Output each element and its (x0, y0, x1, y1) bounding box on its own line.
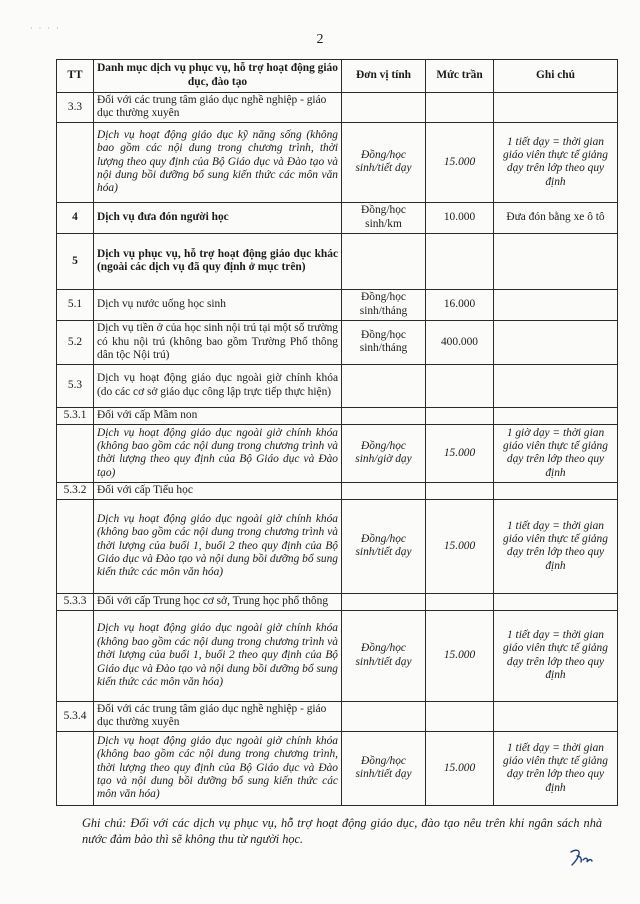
row-tt (57, 731, 94, 805)
header-cap: Mức trần (426, 60, 494, 93)
row-category: Dịch vụ hoạt động giáo dục kỹ năng sống (không bao gồm các nội dung trong chương trình, thời lượng theo quy định của Bộ Giáo dục và Đào tạo và nội dung bồi dưỡng bổ sung kiến thức các môn văn hóa) (94, 122, 342, 202)
row-cap: 15.000 (426, 731, 494, 805)
row-category: Dịch vụ đưa đón người học (94, 202, 342, 233)
row-tt: 3.3 (57, 93, 94, 123)
header-note: Ghi chú (494, 60, 618, 93)
row-note (494, 407, 618, 424)
row-note (494, 289, 618, 320)
table-row (57, 320, 618, 364)
row-unit (342, 593, 426, 610)
row-category: Dịch vụ hoạt động giáo dục ngoài giờ chính khóa (không bao gồm các nội dung trong chương trình và thời lượng theo quy định của Bộ Giáo dục và Đào tạo) (94, 424, 342, 482)
table-row (57, 499, 618, 593)
row-tt (57, 610, 94, 701)
row-cap (426, 482, 494, 499)
margin-mark: · · · · (30, 24, 61, 33)
row-tt (57, 499, 94, 593)
row-category: Dịch vụ nước uống học sinh (94, 289, 342, 320)
row-cap: 15.000 (426, 122, 494, 202)
row-note: 1 tiết dạy = thời gian giáo viên thực tế giảng dạy trên lớp theo quy định (494, 122, 618, 202)
row-unit (342, 407, 426, 424)
row-note (494, 482, 618, 499)
footnote: Ghi chú: Đối với các dịch vụ phục vụ, hỗ trợ hoạt động giáo dục, đào tạo nêu trên khi ngân sách nhà nước đảm bảo thì sẽ không thu từ người học. (82, 816, 602, 846)
table-row (57, 202, 618, 233)
row-cap (426, 701, 494, 731)
table-row (57, 424, 618, 482)
row-unit (342, 701, 426, 731)
row-category: Dịch vụ hoạt động giáo dục ngoài giờ chính khóa (không bao gồm các nội dung trong chương trình và thời lượng của buổi 1, buổi 2 theo quy định của Bộ Giáo dục và Đào tạo và nội dung bồi dưỡng bổ sung kiến thức các môn văn hóa) (94, 610, 342, 701)
row-unit (342, 364, 426, 407)
service-fee-table (56, 59, 618, 806)
table-row (57, 482, 618, 499)
row-tt: 5.3.2 (57, 482, 94, 499)
row-note: 1 giờ dạy = thời gian giáo viên thực tế giảng dạy trên lớp theo quy định (494, 424, 618, 482)
table-row (57, 93, 618, 123)
row-unit: Đồng/học sinh/tháng (342, 320, 426, 364)
header-category: Danh mục dịch vụ phục vụ, hỗ trợ hoạt động giáo dục, đào tạo (94, 60, 342, 93)
row-tt: 5.2 (57, 320, 94, 364)
row-category: Dịch vụ tiền ở của học sinh nội trú tại một số trường có khu nội trú (không bao gồm Trường Phổ thông dân tộc Nội trú) (94, 320, 342, 364)
row-unit (342, 233, 426, 289)
row-cap: 15.000 (426, 610, 494, 701)
row-cap (426, 364, 494, 407)
row-unit: Đồng/học sinh/tiết dạy (342, 122, 426, 202)
row-cap (426, 233, 494, 289)
row-tt: 5.3.4 (57, 701, 94, 731)
row-unit: Đồng/học sinh/giờ dạy (342, 424, 426, 482)
row-unit (342, 482, 426, 499)
table-row (57, 610, 618, 701)
row-tt: 5.3.3 (57, 593, 94, 610)
page-number: 2 (316, 32, 324, 47)
row-unit (342, 93, 426, 123)
row-tt: 5.3 (57, 364, 94, 407)
row-note (494, 593, 618, 610)
row-cap: 15.000 (426, 424, 494, 482)
row-tt: 5 (57, 233, 94, 289)
table-row (57, 407, 618, 424)
row-category: Dịch vụ hoạt động giáo dục ngoài giờ chính khóa (do các cơ sở giáo dục công lập trực tiếp thực hiện) (94, 364, 342, 407)
row-cap (426, 93, 494, 123)
table-row (57, 593, 618, 610)
row-cap: 10.000 (426, 202, 494, 233)
row-note: 1 tiết dạy = thời gian giáo viên thực tế giảng dạy trên lớp theo quy định (494, 731, 618, 805)
table-row (57, 289, 618, 320)
row-unit: Đồng/học sinh/tháng (342, 289, 426, 320)
row-note (494, 364, 618, 407)
header-tt: TT (57, 60, 94, 93)
row-note (494, 233, 618, 289)
row-category: Dịch vụ phục vụ, hỗ trợ hoạt động giáo dục khác (ngoài các dịch vụ đã quy định ở mục trên) (94, 233, 342, 289)
table-row (57, 233, 618, 289)
row-tt: 5.1 (57, 289, 94, 320)
row-note (494, 701, 618, 731)
row-category: Dịch vụ hoạt động giáo dục ngoài giờ chính khóa (không bao gồm các nội dung trong chương trình, thời lượng theo quy định của Bộ Giáo dục và Đào tạo và nội dung bồi dưỡng bổ sung kiến thức các môn văn hóa) (94, 731, 342, 805)
row-note (494, 93, 618, 123)
table-row (57, 731, 618, 805)
row-cap: 16.000 (426, 289, 494, 320)
table-row (57, 122, 618, 202)
row-note (494, 320, 618, 364)
row-unit: Đồng/học sinh/tiết dạy (342, 731, 426, 805)
row-tt: 4 (57, 202, 94, 233)
table-header-row (57, 60, 618, 93)
row-category: Đối với các trung tâm giáo dục nghề nghiệp - giáo dục thường xuyên (94, 701, 342, 731)
row-unit: Đồng/học sinh/km (342, 202, 426, 233)
row-unit: Đồng/học sinh/tiết dạy (342, 499, 426, 593)
row-note: Đưa đón bằng xe ô tô (494, 202, 618, 233)
row-cap: 15.000 (426, 499, 494, 593)
row-tt (57, 122, 94, 202)
row-note: 1 tiết dạy = thời gian giáo viên thực tế giảng dạy trên lớp theo quy định (494, 610, 618, 701)
header-unit: Đơn vị tính (342, 60, 426, 93)
row-category: Đối với các trung tâm giáo dục nghề nghiệp - giáo dục thường xuyên (94, 93, 342, 123)
row-category: Dịch vụ hoạt động giáo dục ngoài giờ chính khóa (không bao gồm các nội dung trong chương trình và thời lượng của buổi 1, buổi 2 theo quy định của Bộ Giáo dục và Đào tạo và nội dung bồi dưỡng bổ sung kiến thức các môn văn hóa) (94, 499, 342, 593)
row-tt: 5.3.1 (57, 407, 94, 424)
row-category: Đối với cấp Tiểu học (94, 482, 342, 499)
row-cap: 400.000 (426, 320, 494, 364)
row-tt (57, 424, 94, 482)
row-cap (426, 407, 494, 424)
row-note: 1 tiết dạy = thời gian giáo viên thực tế giảng dạy trên lớp theo quy định (494, 499, 618, 593)
row-unit: Đồng/học sinh/tiết dạy (342, 610, 426, 701)
row-cap (426, 593, 494, 610)
table-row (57, 701, 618, 731)
initials-signature (568, 846, 594, 868)
row-category: Đối với cấp Mầm non (94, 407, 342, 424)
row-category: Đối với cấp Trung học cơ sở, Trung học phổ thông (94, 593, 342, 610)
table-row (57, 364, 618, 407)
